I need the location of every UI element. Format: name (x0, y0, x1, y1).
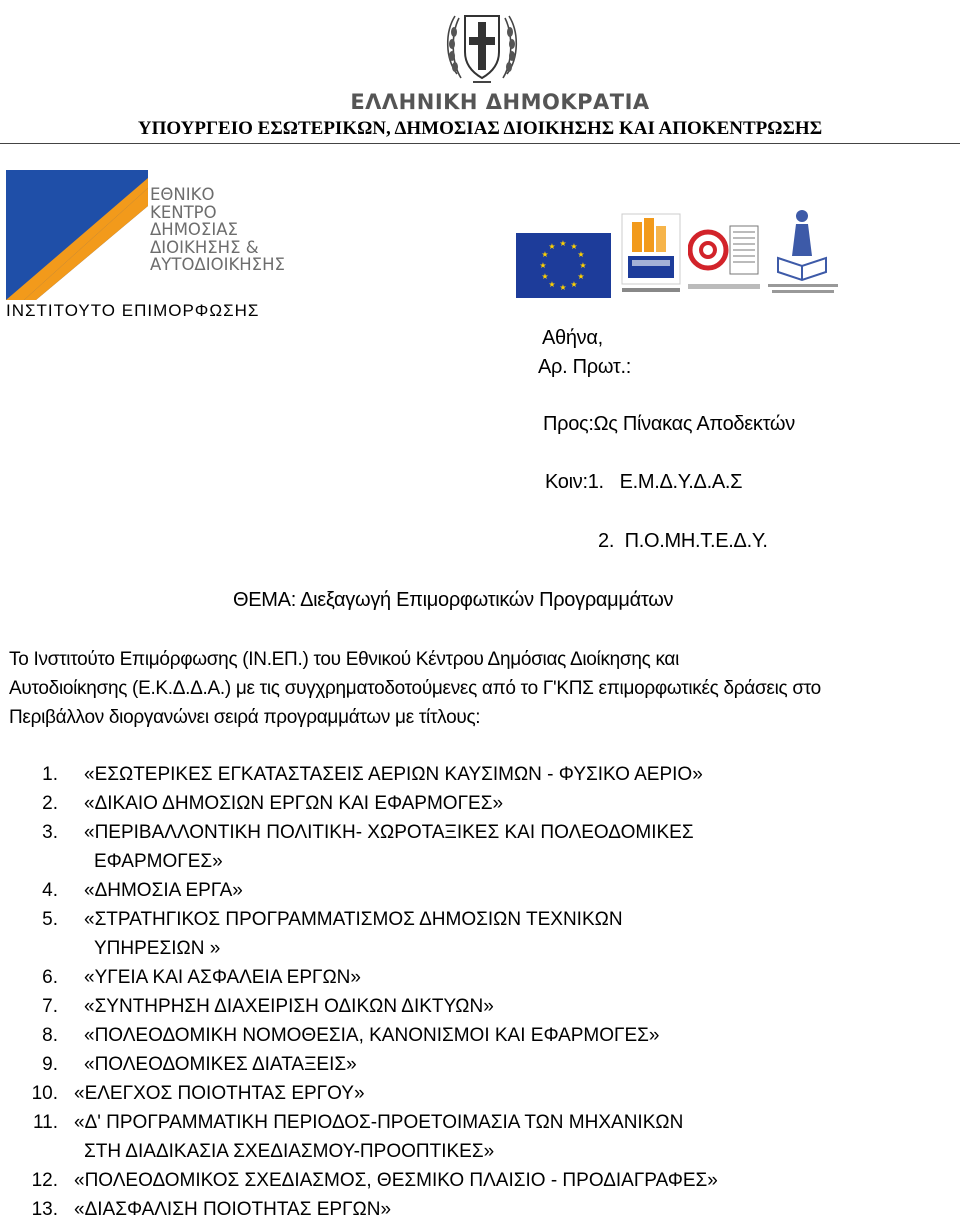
programme-title-continuation: ΣΤΗ ΔΙΑΔΙΚΑΣΙΑ ΣΧΕΔΙΑΣΜΟΥ-ΠΡΟΟΠΤΙΚΕΣ» (84, 1141, 495, 1162)
at-sign-icon (688, 218, 760, 296)
programme-number: 9. (42, 1054, 58, 1075)
programme-item (26, 818, 956, 876)
body-line: Το Ινστιτούτο Επιμόρφωσης (ΙΝ.ΕΠ.) του Εθνικού Κέντρου Δημόσιας Διοίκησης και (9, 649, 680, 670)
institute-name: ΙΝΣΤΙΤΟΥΤΟ ΕΠΙΜΟΡΦΩΣΗΣ (6, 301, 260, 320)
programme-title: «ΔΗΜΟΣΙΑ ΕΡΓΑ» (84, 880, 243, 901)
programme-title: «ΠΕΡΙΒΑΛΛΟΝΤΙΚΗ ΠΟΛΙΤΙΚΗ- ΧΩΡΟΤΑΞΙΚΕΣ ΚΑΙ ΠΟΛΕΟΔΟΜΙΚΕΣ (84, 822, 694, 843)
programme-item (26, 992, 956, 1021)
programme-title: «ΣΥΝΤΗΡΗΣΗ ΔΙΑΧΕΙΡΙΣΗ ΟΔΙΚΩΝ ΔΙΚΤΥΩΝ» (84, 996, 494, 1017)
subject-line: ΘΕΜΑ: Διεξαγωγή Επιμορφωτικών Προγραμμάτων (233, 589, 674, 611)
programme-title: «Δ' ΠΡΟΓΡΑΜΜΑΤΙΚΗ ΠΕΡΙΟΔΟΣ-ΠΡΟΕΤΟΙΜΑΣΙΑ ΤΩΝ ΜΗΧΑΝΙΚΩΝ (74, 1112, 684, 1133)
ekdd-logo-icon (6, 170, 148, 300)
programme-item (26, 876, 956, 905)
programme-title: «ΕΣΩΤΕΡΙΚΕΣ ΕΓΚΑΤΑΣΤΑΣΕΙΣ ΑΕΡΙΩΝ ΚΑΥΣΙΜΩΝ - ΦΥΣΙΚΟ ΑΕΡΙΟ» (84, 764, 703, 785)
programme-number: 11. (32, 1112, 58, 1133)
body-line: Αυτοδιοίκησης (Ε.Κ.Δ.Δ.Α.) με τις συγχρηματοδοτούμενες από το Γ'ΚΠΣ επιμορφωτικές δράσεις στο (9, 678, 821, 699)
programme-title: «ΣΤΡΑΤΗΓΙΚΟΣ ΠΡΟΓΡΑΜΜΑΤΙΣΜΟΣ ΔΗΜΟΣΙΩΝ ΤΕΧΝΙΚΩΝ (84, 909, 623, 930)
programme-number: 8. (42, 1025, 58, 1046)
programme-title-continuation: ΥΠΗΡΕΣΙΩΝ » (94, 938, 221, 959)
programme-title: «ΕΛΕΓΧΟΣ ΠΟΙΟΤΗΤΑΣ ΕΡΓΟΥ» (74, 1083, 365, 1104)
svg-text:★: ★ (570, 242, 578, 251)
eu-flag-icon (516, 233, 611, 298)
svg-text:★: ★ (577, 272, 585, 281)
programme-title: «ΠΟΛΕΟΔΟΜΙΚΟΣ ΣΧΕΔΙΑΣΜΟΣ, ΘΕΣΜΙΚΟ ΠΛΑΙΣΙΟ - ΠΡΟΔΙΑΓΡΑΦΕΣ» (74, 1170, 718, 1191)
programme-item (26, 789, 956, 818)
body-paragraph (9, 645, 954, 732)
svg-text:★: ★ (570, 280, 578, 289)
protocol-number-label: Αρ. Πρωτ.: (538, 356, 631, 378)
header-divider (0, 143, 960, 144)
place-label: Αθήνα, (542, 327, 603, 349)
ministry-heading: ΥΠΟΥΡΓΕΙΟ ΕΣΩΤΕΡΙΚΩΝ, ΔΗΜΟΣΙΑΣ ΔΙΟΙΚΗΣΗΣ ΚΑΙ ΑΠΟΚΕΝΤΡΩΣΗΣ (137, 118, 823, 139)
svg-text:★: ★ (539, 261, 547, 270)
programme-item (26, 905, 956, 963)
programme-list (26, 760, 956, 1224)
recipients-line: Προς:Ως Πίνακας Αποδεκτών (543, 413, 795, 435)
svg-text:★: ★ (559, 239, 567, 248)
programme-number: 1. (42, 764, 58, 785)
ekdd-logo-text: ΕΘΝΙΚΟ ΚΕΝΤΡΟ ΔΗΜΟΣΙΑΣ ΔΙΟΙΚΗΣΗΣ & ΑΥΤΟΔΙΟΙΚΗΣΗΣ (150, 185, 285, 274)
svg-text:★: ★ (579, 261, 587, 270)
programme-number: 12. (31, 1170, 58, 1191)
programme-item (26, 1079, 956, 1108)
programme-number: 13. (31, 1199, 58, 1220)
programme-title: «ΔΙΑΣΦΑΛΙΣΗ ΠΟΙΟΤΗΤΑΣ ΕΡΓΩΝ» (74, 1199, 392, 1220)
logo-2006-icon (618, 212, 684, 300)
svg-text:★: ★ (541, 250, 549, 259)
cc-line-1: Κοιν:1. Ε.Μ.Δ.Υ.Δ.Α.Σ (545, 471, 743, 493)
greek-coat-of-arms-icon (443, 4, 521, 88)
svg-text:★: ★ (541, 272, 549, 281)
svg-text:★: ★ (548, 242, 556, 251)
programme-number: 4. (42, 880, 58, 901)
programme-item (26, 760, 956, 789)
programme-title: «ΥΓΕΙΑ ΚΑΙ ΑΣΦΑΛΕΙΑ ΕΡΓΩΝ» (84, 967, 361, 988)
programme-number: 7. (42, 996, 58, 1017)
svg-text:★: ★ (548, 280, 556, 289)
programme-number: 3. (42, 822, 58, 843)
body-line: Περιβάλλον διοργανώνει σειρά προγραμμάτων με τίτλους: (9, 707, 481, 728)
programme-number: 5. (42, 909, 58, 930)
svg-text:★: ★ (559, 283, 567, 292)
svg-text:★: ★ (577, 250, 585, 259)
programme-title: «ΔΙΚΑΙΟ ΔΗΜΟΣΙΩΝ ΕΡΓΩΝ ΚΑΙ ΕΦΑΡΜΟΓΕΣ» (84, 793, 504, 814)
programme-number: 10. (31, 1083, 58, 1104)
programme-item (26, 1166, 956, 1195)
programme-item (26, 1050, 956, 1079)
cc-line-2: 2. Π.Ο.ΜΗ.Τ.Ε.Δ.Υ. (598, 530, 768, 552)
programme-number: 6. (42, 967, 58, 988)
programme-item (26, 1108, 956, 1166)
greek-republic-logotype: ΕΛΛΗΝΙΚΗ ΔΗΜΟΚΡΑΤΙΑ (350, 90, 650, 114)
programme-title: «ΠΟΛΕΟΔΟΜΙΚΕΣ ΔΙΑΤΑΞΕΙΣ» (84, 1054, 357, 1075)
reading-figure-icon (764, 208, 842, 298)
programme-title: «ΠΟΛΕΟΔΟΜΙΚΗ ΝΟΜΟΘΕΣΙΑ, ΚΑΝΟΝΙΣΜΟΙ ΚΑΙ ΕΦΑΡΜΟΓΕΣ» (84, 1025, 660, 1046)
programme-item (26, 963, 956, 992)
programme-item (26, 1195, 956, 1224)
programme-title-continuation: ΕΦΑΡΜΟΓΕΣ» (94, 851, 223, 872)
programme-number: 2. (42, 793, 58, 814)
programme-item (26, 1021, 956, 1050)
